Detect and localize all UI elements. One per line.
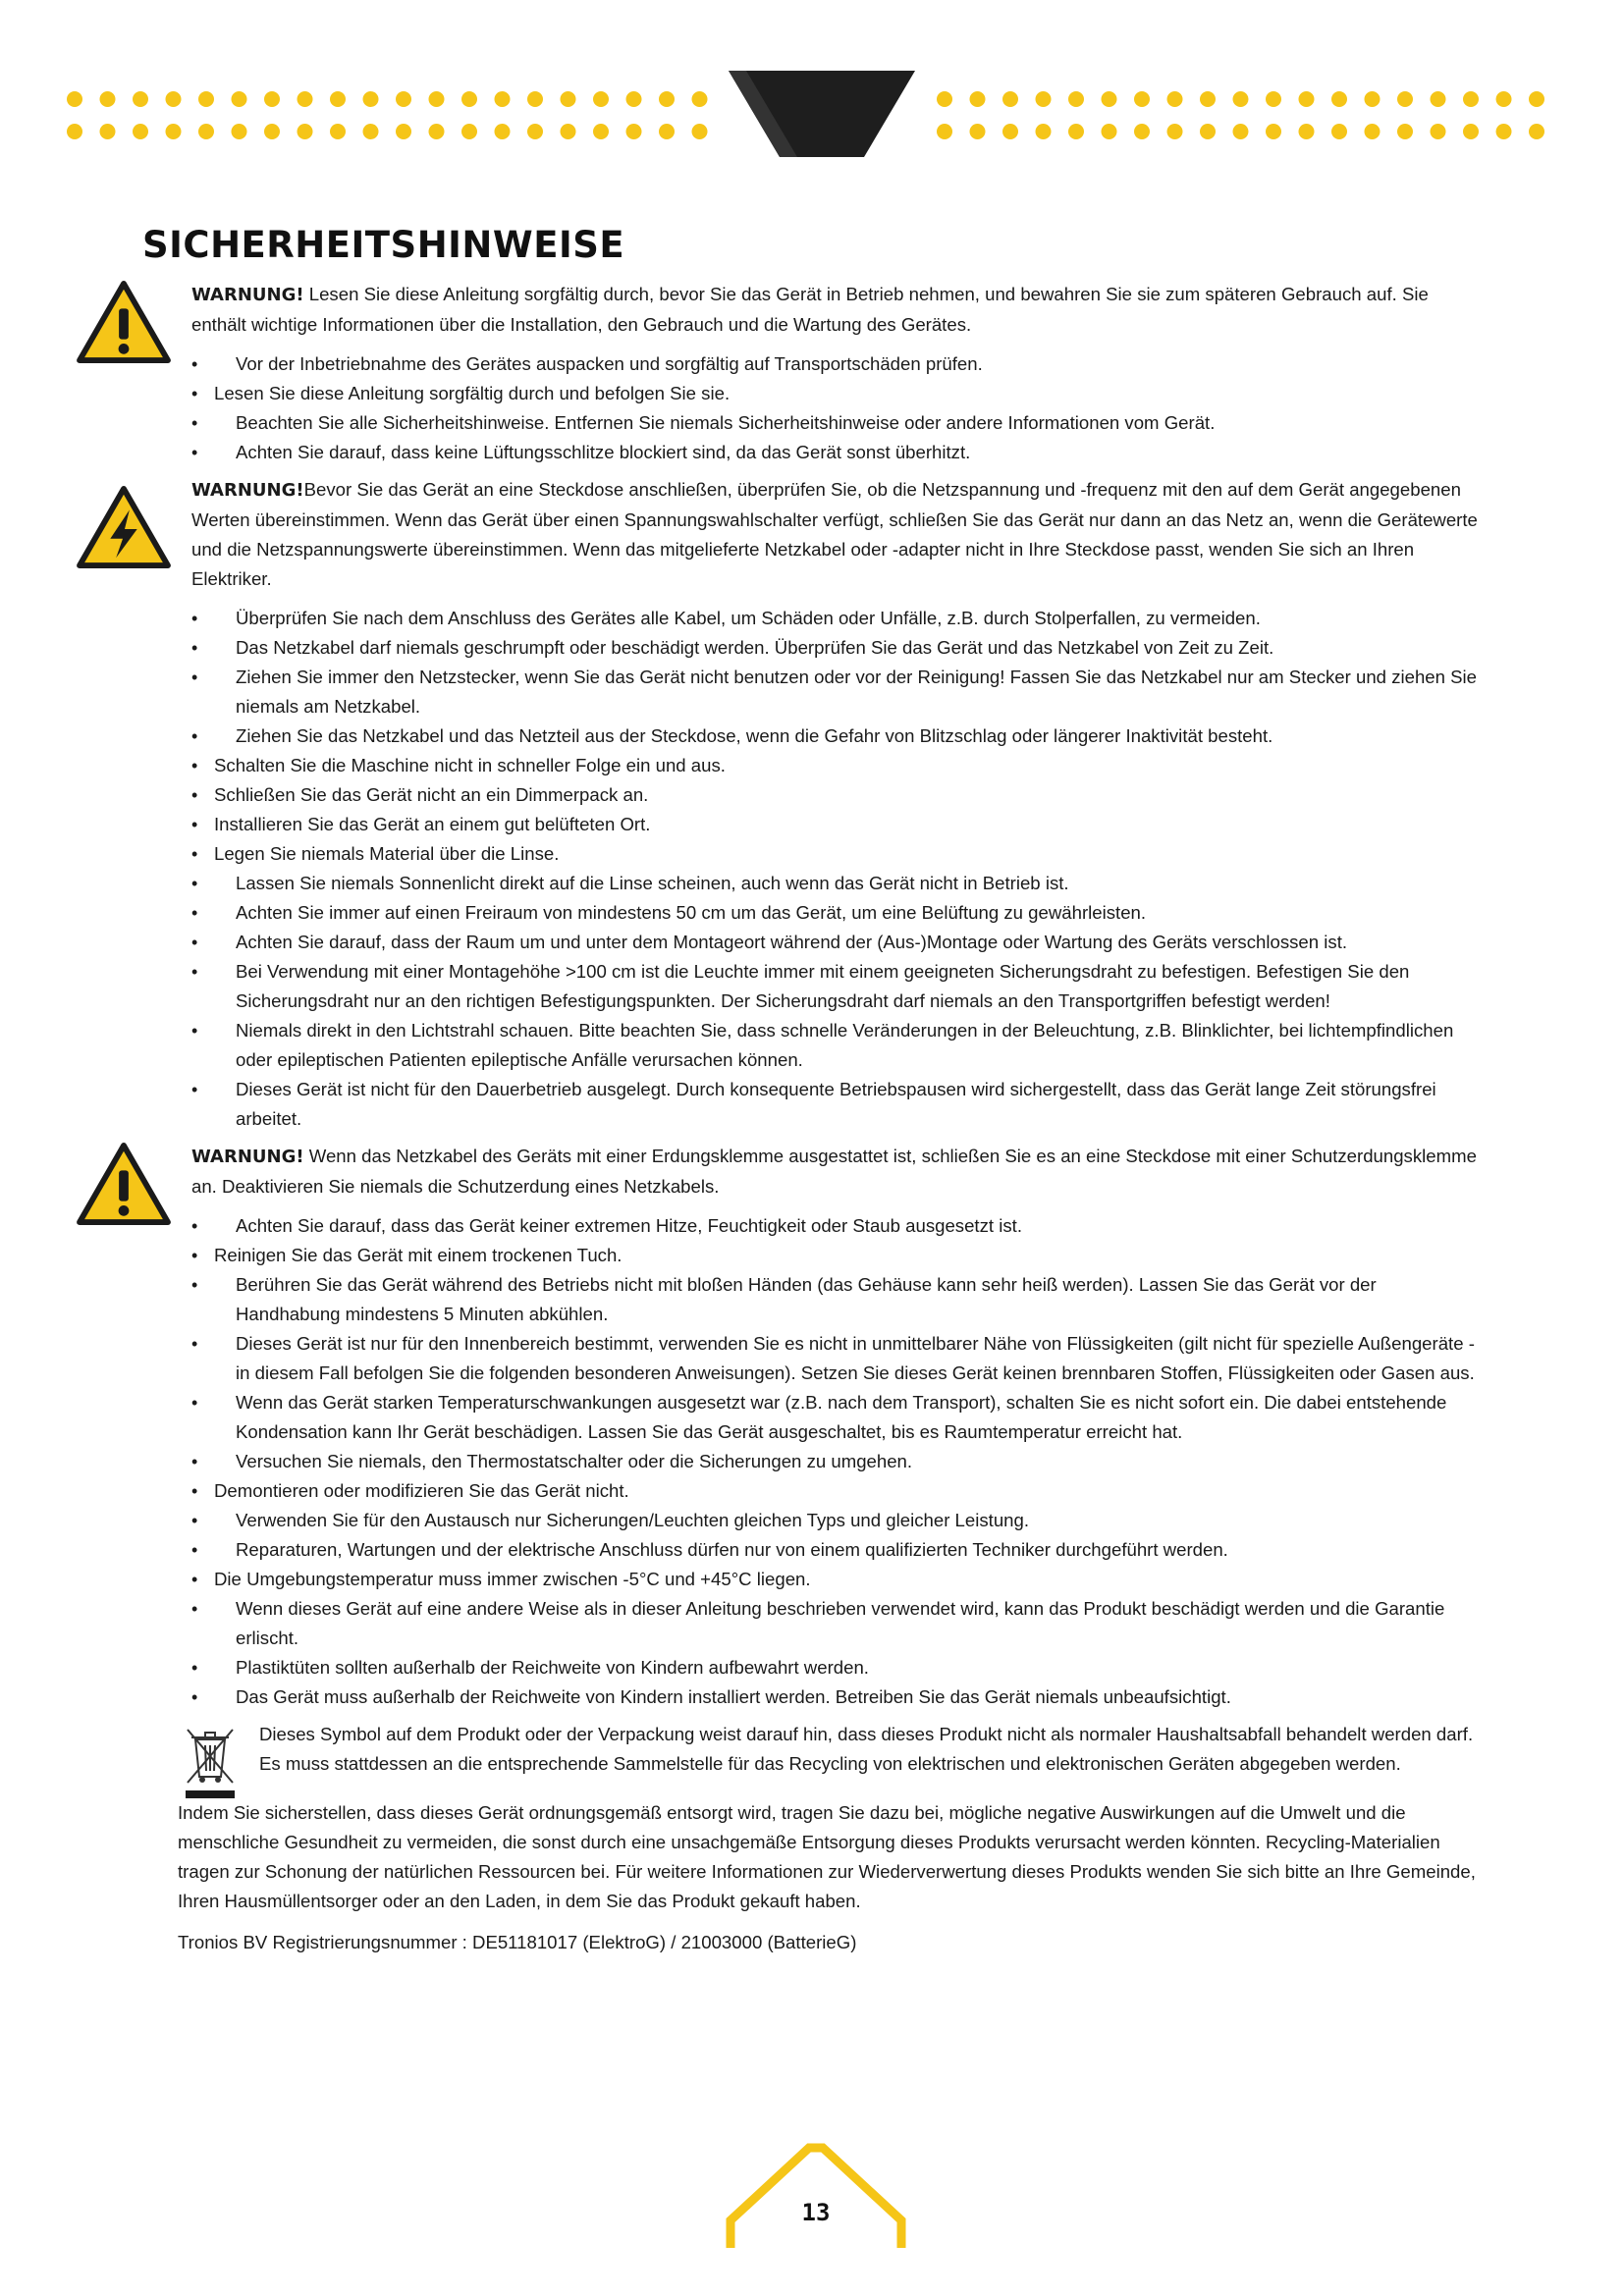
header-dot — [1496, 124, 1512, 139]
header-dot — [1036, 91, 1052, 107]
header-dot — [166, 124, 182, 139]
header-dot — [1529, 91, 1544, 107]
header-dot — [527, 124, 543, 139]
registration-number: Tronios BV Registrierungsnummer : DE51181017 (ElektroG) / 21003000 (BatterieG) — [178, 1932, 857, 1952]
header-dot — [659, 124, 675, 139]
warning-section-3 — [142, 1142, 1483, 1201]
header-dot — [1002, 91, 1018, 107]
list-item: • Verwenden Sie für den Austausch nur Sicherungen/Leuchten gleichen Typs und gleicher Leistung. — [142, 1506, 1483, 1535]
header-dot — [1167, 124, 1183, 139]
list-item: • Bei Verwendung mit einer Montagehöhe >100 cm ist die Leuchte immer mit einem geeigneten Sicherungsdraht zu befestigen. Befestigen Sie den Sicherungsdraht nur an den richtigen Befestigungspunkten. Der Sicherungsdraht darf niemals an den Transportgriffen befestigt werden! — [142, 957, 1483, 1016]
header-dot — [1365, 124, 1380, 139]
header-dot — [1134, 91, 1150, 107]
header-dot — [461, 91, 477, 107]
warning-body: Lesen Sie diese Anleitung sorgfältig durch, bevor Sie das Gerät in Betrieb nehmen, und bewahren Sie sie zum späteren Gebrauch auf. Sie enthält wichtige Informationen über die Installation, den Gebrauch und die Wartung des Gerätes. — [191, 284, 1429, 335]
header-dot — [626, 124, 642, 139]
list-item: • Ziehen Sie das Netzkabel und das Netzteil aus der Steckdose, wenn die Gefahr von Blitzschlag oder längerer Inaktivität besteht. — [142, 721, 1483, 751]
crossed-bin-icon — [184, 1726, 237, 1800]
header-dot — [527, 91, 543, 107]
header-dot — [1331, 91, 1347, 107]
header-dot — [1397, 91, 1413, 107]
list-item: • Achten Sie darauf, dass das Gerät keiner extremen Hitze, Feuchtigkeit oder Staub ausgesetzt ist. — [142, 1211, 1483, 1241]
header-dot — [1299, 91, 1315, 107]
weee-notice — [142, 1720, 1483, 1779]
list-item: • Wenn dieses Gerät auf eine andere Weise als in dieser Anleitung beschrieben verwendet wird, kann das Produkt beschädigt werden und die Garantie erlischt. — [142, 1594, 1483, 1653]
list-item: • Reparaturen, Wartungen und der elektrische Anschluss dürfen nur von einem qualifizierten Techniker durchgeführt werden. — [142, 1535, 1483, 1565]
list-item: • Die Umgebungstemperatur muss immer zwischen -5°C und +45°C liegen. — [142, 1565, 1483, 1594]
list-item: • Legen Sie niemals Material über die Linse. — [142, 839, 1483, 869]
header-dot — [1397, 124, 1413, 139]
bullet-list-2 — [142, 604, 1483, 1134]
header-dot — [1463, 124, 1479, 139]
header-dot — [1431, 124, 1446, 139]
header-dot — [264, 91, 280, 107]
list-item: • Ziehen Sie immer den Netzstecker, wenn Sie das Gerät nicht benutzen oder vor der Reinigung! Fassen Sie das Netzkabel nur am Stecker und ziehen Sie niemals am Netzkabel. — [142, 663, 1483, 721]
header-dot — [970, 124, 986, 139]
header-dot — [298, 124, 313, 139]
list-item: • Plastiktüten sollten außerhalb der Reichweite von Kindern aufbewahrt werden. — [142, 1653, 1483, 1682]
header-dot — [330, 91, 346, 107]
list-item: • Vor der Inbetriebnahme des Gerätes auspacken und sorgfältig auf Transportschäden prüfen. — [142, 349, 1483, 379]
header-dot — [495, 91, 511, 107]
header-dot — [429, 91, 445, 107]
list-item: • Achten Sie immer auf einen Freiraum von mindestens 50 cm um das Gerät, um eine Belüftung zu gewährleisten. — [142, 898, 1483, 928]
header-dot — [1134, 124, 1150, 139]
list-item: • Dieses Gerät ist nicht für den Dauerbetrieb ausgelegt. Durch konsequente Betriebspausen wird sichergestellt, dass das Gerät lange Zeit störungsfrei arbeitet. — [142, 1075, 1483, 1134]
header-dot — [1266, 91, 1281, 107]
disposal-paragraph: Indem Sie sicherstellen, dass dieses Gerät ordnungsgemäß entsorgt wird, tragen Sie dazu bei, mögliche negative Auswirkungen auf die Umwelt und die menschliche Gesundheit zu vermeiden, die sonst durch eine unsachgemäße Entsorgung dieses Produkts verursacht werden könnten. Recycling-Materialien tragen zur Schonung der natürlichen Ressourcen bei. Für weitere Informationen zur Wiederverwertung dieses Produkts wenden Sie sich bitte an Ihre Gemeinde, Ihren Hausmüllentsorger oder an den Laden, in dem Sie das Produkt gekauft haben. — [178, 1802, 1476, 1911]
header-dot — [1365, 91, 1380, 107]
header-dot — [133, 91, 148, 107]
header-dot — [659, 91, 675, 107]
warning-section-2 — [142, 475, 1483, 594]
list-item: • Versuchen Sie niemals, den Thermostatschalter oder die Sicherungen zu umgehen. — [142, 1447, 1483, 1476]
list-item: • Das Gerät muss außerhalb der Reichweite von Kindern installiert werden. Betreiben Sie das Gerät niemals unbeaufsichtigt. — [142, 1682, 1483, 1712]
header-dot — [298, 91, 313, 107]
header-dot — [593, 91, 609, 107]
bullet-list-3 — [142, 1211, 1483, 1712]
electric-warning-icon — [76, 485, 172, 569]
header-dot — [330, 124, 346, 139]
header-dot — [495, 124, 511, 139]
warning-section-1 — [142, 280, 1483, 340]
header-dot — [429, 124, 445, 139]
header-dot — [561, 124, 576, 139]
header-dot — [166, 91, 182, 107]
header-dot — [363, 91, 379, 107]
list-item: • Achten Sie darauf, dass keine Lüftungsschlitze blockiert sind, da das Gerät sonst überhitzt. — [142, 438, 1483, 467]
header-dot — [692, 91, 708, 107]
header-dot — [396, 91, 411, 107]
header-dot — [1496, 91, 1512, 107]
header-dot — [1002, 124, 1018, 139]
header-dot — [1167, 91, 1183, 107]
header-dot — [396, 124, 411, 139]
page-content — [142, 224, 1483, 1957]
warning-text — [191, 280, 1483, 340]
header-dot — [1463, 91, 1479, 107]
header-dot — [970, 91, 986, 107]
header-dot — [1200, 124, 1216, 139]
header-dot — [626, 91, 642, 107]
list-item: • Beachten Sie alle Sicherheitshinweise. Entfernen Sie niemals Sicherheitshinweise oder andere Informationen vom Gerät. — [142, 408, 1483, 438]
list-item: • Schließen Sie das Gerät nicht an ein Dimmerpack an. — [142, 780, 1483, 810]
list-item: • Lesen Sie diese Anleitung sorgfältig durch und befolgen Sie sie. — [142, 379, 1483, 408]
list-item: • Berühren Sie das Gerät während des Betriebs nicht mit bloßen Händen (das Gehäuse kann sehr heiß werden). Lassen Sie das Gerät vor der Handhabung mindestens 5 Minuten abkühlen. — [142, 1270, 1483, 1329]
list-item: • Dieses Gerät ist nur für den Innenbereich bestimmt, verwenden Sie es nicht in unmittelbarer Nähe von Flüssigkeiten (gilt nicht für spezielle Außengeräte - in diesem Fall befolgen Sie die folgenden besonderen Anweisungen). Setzen Sie dieses Gerät keinen brennbaren Stoffen, Flüssigkeiten oder Gasen aus. — [142, 1329, 1483, 1388]
header-dot — [264, 124, 280, 139]
list-item: • Achten Sie darauf, dass der Raum um und unter dem Montageort während der (Aus-)Montage oder Wartung des Geräts verschlossen ist. — [142, 928, 1483, 957]
header-dot — [232, 91, 247, 107]
warning-label: WARNUNG! — [191, 1147, 304, 1167]
header-dot — [67, 91, 82, 107]
header-dot — [1299, 124, 1315, 139]
list-item: • Das Netzkabel darf niemals geschrumpft oder beschädigt werden. Überprüfen Sie das Gerät und das Netzkabel von Zeit zu Zeit. — [142, 633, 1483, 663]
header-decoration — [0, 0, 1624, 196]
header-dot — [1200, 91, 1216, 107]
header-dot — [1102, 91, 1117, 107]
header-dot — [1529, 124, 1544, 139]
warning-text — [191, 1142, 1483, 1201]
warning-label: WARNUNG! — [191, 480, 304, 501]
header-dot — [1068, 91, 1084, 107]
warning-body: Wenn das Netzkabel des Geräts mit einer Erdungsklemme ausgestattet ist, schließen Sie es an eine Steckdose mit einer Schutzerdungsklemme an. Deaktivieren Sie niemals die Schutzerdung eines Netzkabels. — [191, 1146, 1477, 1197]
list-item: • Überprüfen Sie nach dem Anschluss des Gerätes alle Kabel, um Schäden oder Unfälle, z.B. durch Stolperfallen, zu vermeiden. — [142, 604, 1483, 633]
list-item: • Demontieren oder modifizieren Sie das Gerät nicht. — [142, 1476, 1483, 1506]
warning-text — [191, 475, 1483, 594]
page-number: 13 — [801, 2199, 831, 2226]
bullet-list-1 — [142, 349, 1483, 467]
header-dot — [232, 124, 247, 139]
header-dot — [198, 124, 214, 139]
header-dot — [1431, 91, 1446, 107]
warning-label: WARNUNG! — [191, 285, 304, 305]
header-dot — [133, 124, 148, 139]
header-dot — [1102, 124, 1117, 139]
warning-body: Bevor Sie das Gerät an eine Steckdose anschließen, überprüfen Sie, ob die Netzspannung und -frequenz mit den auf dem Gerät angegebenen Werten übereinstimmen. Wenn das Gerät über einen Spannungswahlschalter verfügt, schließen Sie das Gerät nur dann an das Netz an, wenn die Gerätewerte und die Netzspannungswerte übereinstimmen. Wenn das mitgelieferte Netzkabel oder -adapter nicht in Ihre Steckdose passt, wenden Sie sich an Ihren Elektriker. — [191, 479, 1478, 589]
header-dot — [1233, 91, 1249, 107]
header-dot — [1233, 124, 1249, 139]
header-dot — [461, 124, 477, 139]
header-dot — [198, 91, 214, 107]
header-dot — [363, 124, 379, 139]
list-item: • Reinigen Sie das Gerät mit einem trockenen Tuch. — [142, 1241, 1483, 1270]
list-item: • Niemals direkt in den Lichtstrahl schauen. Bitte beachten Sie, dass schnelle Veränderungen in der Beleuchtung, z.B. Blinklichter, bei lichtempfindlichen oder epileptischen Patienten epileptische Anfälle verursachen können. — [142, 1016, 1483, 1075]
header-dot — [100, 124, 116, 139]
header-dot — [1331, 124, 1347, 139]
list-item: • Wenn das Gerät starken Temperaturschwankungen ausgesetzt war (z.B. nach dem Transport), schalten Sie es nicht sofort ein. Die dabei entstehende Kondensation kann Ihr Gerät beschädigen. Lassen Sie das Gerät ausgeschaltet, bis es Raumtemperatur erreicht hat. — [142, 1388, 1483, 1447]
header-dot — [692, 124, 708, 139]
header-dot — [937, 124, 952, 139]
header-dot — [1068, 124, 1084, 139]
list-item: • Installieren Sie das Gerät an einem gut belüfteten Ort. — [142, 810, 1483, 839]
header-dot — [67, 124, 82, 139]
header-dot — [937, 91, 952, 107]
header-dot — [593, 124, 609, 139]
header-dot — [1036, 124, 1052, 139]
page-title: SICHERHEITSHINWEISE — [142, 224, 625, 266]
header-dot — [1266, 124, 1281, 139]
weee-text: Dieses Symbol auf dem Produkt oder der Verpackung weist darauf hin, dass dieses Produkt nicht als normaler Haushaltsabfall behandelt werden darf. Es muss stattdessen an die entsprechende Sammelstelle für das Recycling von elektrischen und elektronischen Geräten abgegeben werden. — [259, 1724, 1474, 1774]
header-dot — [561, 91, 576, 107]
header-dot — [100, 91, 116, 107]
list-item: • Lassen Sie niemals Sonnenlicht direkt auf die Linse scheinen, auch wenn das Gerät nicht in Betrieb ist. — [142, 869, 1483, 898]
list-item: • Schalten Sie die Maschine nicht in schneller Folge ein und aus. — [142, 751, 1483, 780]
page-number-badge — [723, 2142, 909, 2258]
